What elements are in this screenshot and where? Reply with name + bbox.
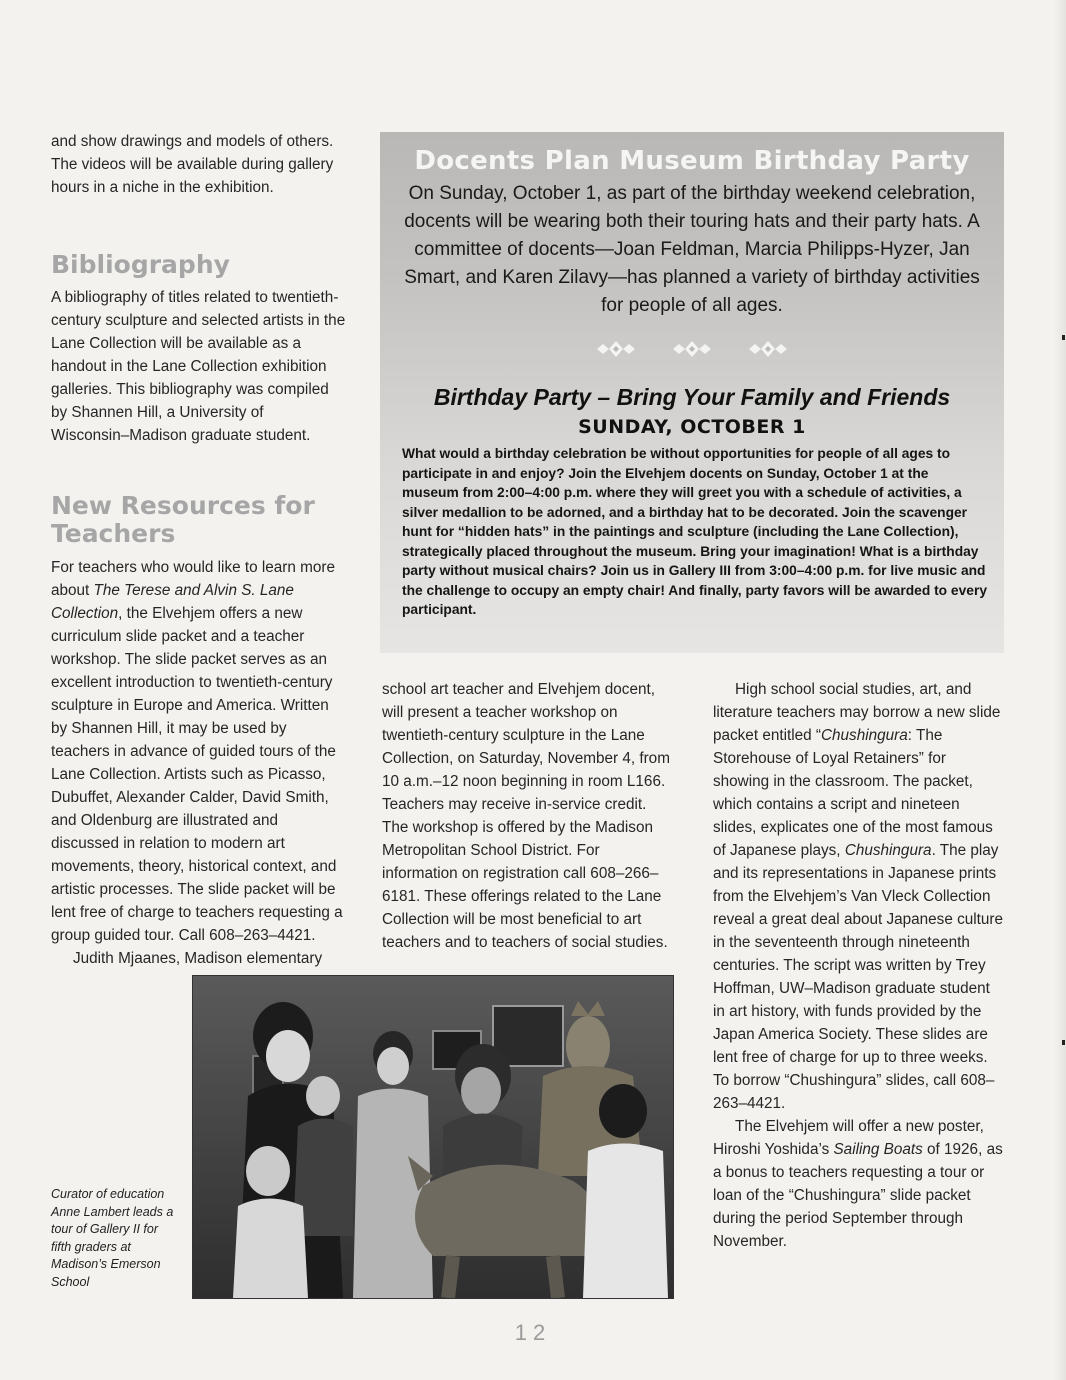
chushingura-text: High school social studies, art, and literature teachers may borrow a new slide packet entitled “ bbox=[713, 681, 1001, 744]
ornament-divider bbox=[380, 340, 1004, 363]
chushingura-title: Chushingura bbox=[844, 842, 932, 859]
gallery-tour-photo bbox=[192, 975, 674, 1299]
photo-image bbox=[193, 976, 673, 1298]
intro-paragraph: and show drawings and models of others. The videos will be available during gallery hours in a niche in the exhibition. bbox=[51, 133, 334, 196]
scan-mark bbox=[1062, 335, 1065, 340]
resources-continued: Judith Mjaanes, Madison elementary bbox=[73, 950, 323, 967]
event-date: SUNDAY, OCTOBER 1 bbox=[578, 416, 806, 438]
chushingura-text: . The play and its representations in Japanese prints from the Elvehjem’s Van Vleck Collection reveal a great deal about Japanese culture in the seventeenth through nineteenth centuries. The script was written by Trey Hoffman, UW–Madison graduate student in art history, with funds provided by the Japan America Society. These slides are lent free of charge for up to three weeks. To borrow “Chushingura” slides, call 608–263–4421. bbox=[713, 842, 1003, 1112]
bibliography-heading: Bibliography bbox=[51, 250, 230, 279]
event-description: What would a birthday celebration be without opportunities for people of all ages to participate in and enjoy? Join the Elvehjem docents on Sunday, October 1 at the museum from 2:00–4:00 p.m. where they will greet you with a schedule of activities, a silver medallion to be adorned, and a birthday hat to be decorated. Join the scavenger hunt for “hidden hats” in the paintings and sculpture (including the Lane Collection), strategically placed throughout the museum. Bring your imagination! What is a birthday party without musical chairs? Join us in Gallery III from 3:00–4:00 p.m. for live music and the challenge to occupy an empty chair! And finally, party favors will be awarded to every participant. bbox=[402, 446, 987, 617]
box-intro: On Sunday, October 1, as part of the birthday weekend celebration, docents will be wearing both their touring hats and their party hats. A committee of docents—Joan Feldman, Marcia Philipps-Hyzer, Jan Smart, and Karen Zilavy—has planned a variety of birthday activities for people of all ages. bbox=[404, 183, 980, 316]
resources-text: For teachers who would like to learn more about bbox=[51, 559, 335, 599]
resources-heading-line1: New Resources for bbox=[51, 491, 315, 520]
resources-paragraph bbox=[51, 556, 346, 947]
diamond-ornament-icon bbox=[671, 340, 713, 358]
resources-heading-line2: Teachers bbox=[51, 519, 176, 548]
page-number: 12 bbox=[514, 1320, 552, 1345]
birthday-party-box bbox=[380, 132, 1004, 653]
chushingura-title: Chushingura bbox=[821, 727, 908, 744]
box-title: Docents Plan Museum Birthday Party bbox=[414, 146, 970, 176]
workshop-paragraph: school art teacher and Elvehjem docent, will present a teacher workshop on twentieth-century sculpture in the Lane Collection, on Saturday, November 4, from 10 a.m.–12 noon beginning in room L166. Teachers may receive in-service credit. The workshop is offered by the Madison Metropolitan School District. For information on registration call 608–266–6181. These offerings related to the Lane Collection will be most beneficial to art teachers and to teachers of social studies. bbox=[382, 681, 670, 951]
resources-heading bbox=[51, 492, 346, 548]
middle-column bbox=[382, 678, 674, 954]
chushingura-text: : The Storehouse of Loyal Retainers” for showing in the classroom. The packet, which contains a script and nineteen slides, explicates one of the most famous of Japanese plays, bbox=[713, 727, 993, 859]
photo-caption: Curator of education Anne Lambert leads a tour of Gallery II for fifth graders at Madison’s Emerson School bbox=[51, 1187, 174, 1289]
sailing-boats-title: Sailing Boats bbox=[833, 1141, 923, 1158]
event-title: Birthday Party – Bring Your Family and Friends bbox=[433, 384, 951, 410]
resources-text: , the Elvehjem offers a new curriculum slide packet and a teacher workshop. The slide packet serves as an excellent introduction to twentieth-century sculpture in Europe and America. Written by Shannen Hill, it may be used by teachers in advance of guided tours of the Lane Collection. Artists such as Picasso, Dubuffet, Alexander Calder, David Smith, and Oldenburg are illustrated and discussed in relation to modern art movements, theory, historical context, and artistic processes. The slide packet will be lent free of charge to teachers requesting a group guided tour. Call 608–263–4421. bbox=[51, 605, 343, 944]
scan-mark bbox=[1062, 1040, 1065, 1045]
right-column bbox=[713, 678, 1005, 1253]
page-edge-shadow bbox=[1054, 0, 1066, 1380]
poster-text: The Elvehjem will offer a new poster, Hiroshi Yoshida’s bbox=[713, 1118, 984, 1158]
diamond-ornament-icon bbox=[747, 340, 789, 358]
bibliography-paragraph: A bibliography of titles related to twentieth-century sculpture and selected artists in the Lane Collection will be available as a handout in the Lane Collection exhibition galleries. This bibliography was compiled by Shannen Hill, a University of Wisconsin–Madison graduate student. bbox=[51, 289, 346, 444]
lane-collection-title: The Terese and Alvin S. Lane Collection bbox=[51, 582, 294, 622]
poster-paragraph bbox=[713, 1115, 1005, 1253]
chushingura-paragraph bbox=[713, 678, 1005, 1115]
poster-text: of 1926, as a bonus to teachers requesting a tour or loan of the “Chushingura” slide packet during the period September through November. bbox=[713, 1141, 1003, 1250]
diamond-ornament-icon bbox=[595, 340, 637, 358]
left-column bbox=[51, 130, 346, 970]
